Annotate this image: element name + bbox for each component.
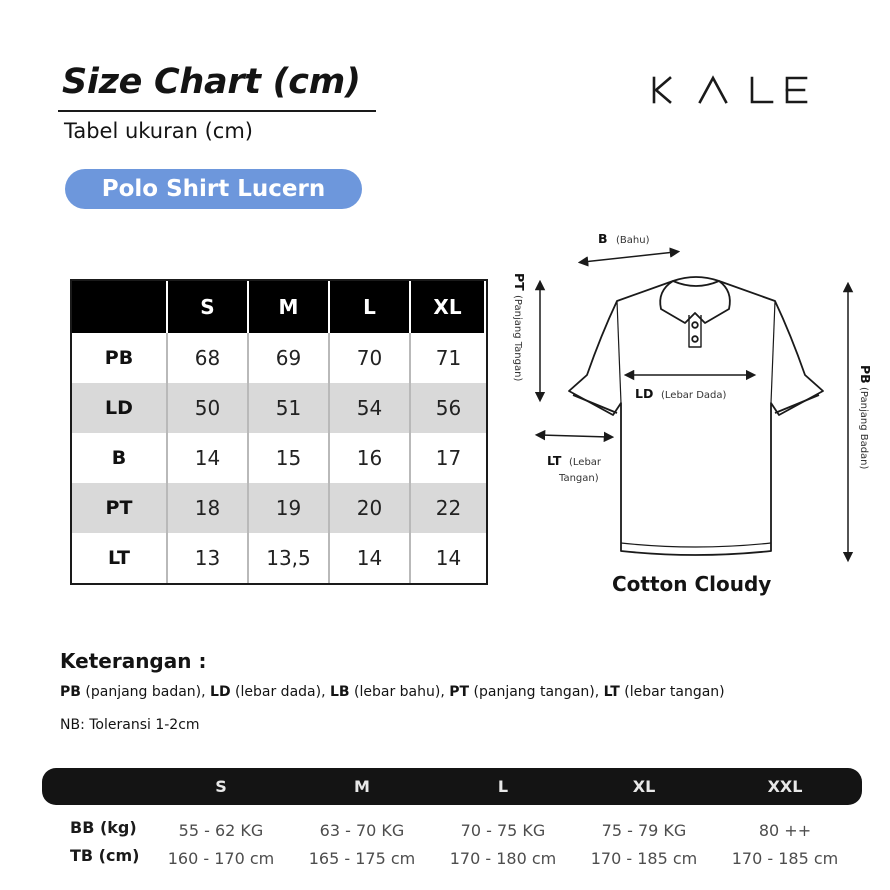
measure-value: 14 (168, 433, 249, 483)
legend-desc: (lebar bahu), (349, 684, 450, 700)
size-column-header: S (168, 281, 249, 333)
measure-label: B (72, 433, 168, 483)
pt-label: PT (512, 273, 527, 291)
table-row (72, 383, 486, 433)
measure-value: 20 (330, 483, 411, 533)
size-column-header: L (330, 281, 411, 333)
measure-label: PB (72, 333, 168, 383)
lt-arrow (540, 435, 609, 437)
lt-desc-line2: Tangan) (559, 473, 599, 484)
lt-desc-line1: (Lebar (569, 457, 602, 468)
fabric-name: Cotton Cloudy (612, 572, 772, 596)
measure-value: 71 (435, 346, 462, 370)
fit-size-header: M (354, 777, 370, 796)
fit-value: 55 - 62 KG (178, 821, 264, 840)
notes-legend (60, 684, 725, 700)
measure-value: 50 (168, 383, 249, 433)
polo-shirt-outline (569, 277, 823, 555)
fit-row-label: BB (kg) (70, 818, 137, 837)
size-column-header: XL (411, 281, 486, 333)
fit-size-header: XXL (767, 777, 803, 796)
measure-value: 54 (330, 383, 411, 433)
fit-size-header: XL (632, 777, 656, 796)
legend-desc: (lebar tangan) (619, 684, 725, 700)
fit-value: 75 - 79 KG (601, 821, 687, 840)
size-table-header-row (72, 281, 486, 333)
measure-value: 51 (249, 383, 330, 433)
measure-value: 13,5 (249, 533, 330, 583)
measure-value: 17 (435, 446, 462, 470)
product-name-badge: Polo Shirt Lucern (65, 169, 362, 209)
measure-value: 19 (249, 483, 330, 533)
measure-value: 70 (330, 333, 411, 383)
tolerance-note: NB: Toleransi 1-2cm (60, 717, 200, 733)
title-underline (58, 110, 376, 112)
size-table (70, 279, 488, 585)
ld-label: LD (635, 386, 654, 401)
fit-value: 165 - 175 cm (308, 849, 416, 868)
fit-value: 170 - 180 cm (449, 849, 557, 868)
legend-code: LT (603, 684, 620, 700)
pb-label: PB (858, 365, 873, 384)
fit-value: 170 - 185 cm (731, 849, 839, 868)
legend-code: PB (60, 684, 81, 700)
fit-row-label: TB (cm) (70, 846, 140, 865)
table-row (0, 818, 890, 844)
fit-value: 80 ++ (758, 821, 812, 840)
table-row (72, 433, 486, 483)
legend-desc: (panjang badan), (80, 684, 211, 700)
lt-label: LT (547, 453, 562, 468)
measure-value: 14 (435, 546, 462, 570)
measure-value: 69 (249, 333, 330, 383)
measure-value: 16 (330, 433, 411, 483)
b-desc: (Bahu) (616, 235, 650, 246)
b-label: B (598, 231, 608, 246)
legend-code: LD (210, 684, 231, 700)
measure-value: 15 (249, 433, 330, 483)
fit-size-header: S (215, 777, 227, 796)
measure-value: 18 (168, 483, 249, 533)
pt-desc: (Panjang Tangan) (512, 295, 523, 382)
brand-logo (648, 70, 810, 106)
table-row (72, 483, 486, 533)
shirt-measurement-diagram (505, 225, 875, 570)
measure-value: 14 (330, 533, 411, 583)
fit-value: 170 - 185 cm (590, 849, 698, 868)
fit-value: 70 - 75 KG (460, 821, 546, 840)
measure-label: PT (72, 483, 168, 533)
legend-code: LB (329, 684, 350, 700)
size-table-corner-cell (72, 281, 168, 333)
page-title: Size Chart (cm) (62, 62, 361, 102)
measure-label: LT (72, 533, 168, 583)
ld-desc: (Lebar Dada) (661, 390, 727, 401)
fit-value: 160 - 170 cm (167, 849, 275, 868)
table-row (72, 333, 486, 383)
legend-desc: (panjang tangan), (469, 684, 604, 700)
measure-value: 68 (168, 333, 249, 383)
table-row (72, 533, 486, 583)
b-arrow (583, 252, 675, 262)
legend-desc: (lebar dada), (230, 684, 330, 700)
fit-value: 63 - 70 KG (319, 821, 405, 840)
fit-size-header: L (497, 777, 509, 796)
measure-label: LD (72, 383, 168, 433)
measure-value: 13 (168, 533, 249, 583)
page-subtitle: Tabel ukuran (cm) (64, 119, 253, 143)
table-row (0, 846, 890, 872)
size-column-header: M (249, 281, 330, 333)
legend-code: PT (449, 684, 470, 700)
notes-heading: Keterangan : (60, 649, 207, 673)
measure-value: 22 (435, 496, 462, 520)
pb-desc: (Panjang Badan) (858, 387, 869, 470)
fit-table-header (42, 768, 862, 805)
measure-value: 56 (435, 396, 462, 420)
